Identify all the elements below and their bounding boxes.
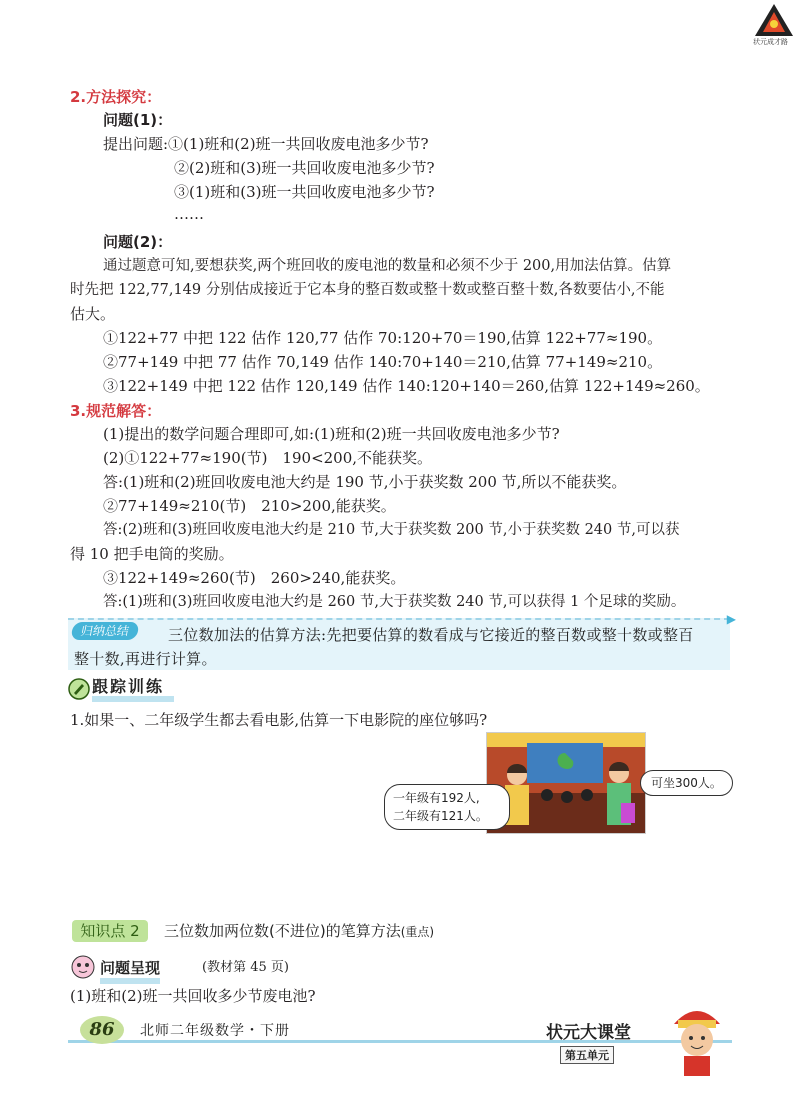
problem-reference: (教材第 45 页) [202,960,289,975]
q2-item-3: ③122+149 中把 122 估作 120,149 估作 140:120+140＝260,估算 122+149≈260。 [103,377,710,395]
answer-line-8: 答:(1)班和(3)班回收废电池大约是 260 节,大于获奖数 240 节,可以获得 1 个足球的奖励。 [103,594,686,610]
knowledge-point-title-text: 三位数加两位数(不进位)的笔算方法 [164,922,401,940]
problem-title: 问题呈现 [100,958,160,984]
q1-line-1: 提出问题:①(1)班和(2)班一共回收废电池多少节? [103,135,429,153]
q2-item-2: ②77+149 中把 77 估作 70,149 估作 140:70+140＝210,估算 77+149≈210。 [103,353,663,371]
pencil-badge-icon [68,678,90,700]
summary-text [168,623,728,647]
q2-para-2: 时先把 122,77,149 分别估成接近于它本身的整百数或整十数或整百整十数,各数要估小,不能 [70,282,665,298]
tracking-q1: 1.如果一、二年级学生都去看电影,估算一下电影院的座位够吗? [70,711,488,729]
answer-line-3: 答:(1)班和(2)班回收废电池大约是 190 节,小于获奖数 200 节,所以不能获奖。 [103,473,627,491]
q1-label: 问题(1)： [103,111,173,129]
bubble-left-line-1: 一年级有192人, [393,791,480,805]
mascot-icon [664,1004,730,1078]
tracking-title: 跟踪训练 [92,678,174,702]
section2-heading: 2.方法探究： [70,88,162,106]
summary-tag: 归纳总结 [70,622,139,640]
knowledge-point-title [164,920,434,943]
q2-label: 问题(2)： [103,233,173,251]
brand-name: 状元大课堂 [546,1023,631,1043]
logo-text: 状元成才路 [753,38,788,46]
answer-line-6: 得 10 把手电筒的奖励。 [70,545,234,563]
q1-line-3: ③(1)班和(3)班一共回收废电池多少节? [174,183,435,201]
speech-bubble-left [384,784,510,830]
q2-para-3: 估大。 [70,305,116,323]
arrow-icon: ▶ [726,612,736,626]
page-number: 86 [80,1016,124,1044]
book-title: 北师二年级数学・下册 [140,1023,290,1039]
summary-line-1: 三位数加法的估算方法:先把要估算的数看成与它接近的整百数或整十数或整百 [168,626,694,644]
summary-box [68,612,736,670]
footer-divider [68,1040,732,1043]
q2-para-1: 通过题意可知,要想获奖,两个班回收的废电池的数量和必须不少于 200,用加法估算。估算 [103,258,672,274]
summary-line-2: 整十数,再进行计算。 [74,650,217,668]
mascot-small-icon [70,954,96,980]
q1-ellipsis: …… [174,205,204,223]
knowledge-point-tag: 知识点 2 [72,920,148,942]
answer-line-1: (1)提出的数学问题合理即可,如:(1)班和(2)班一共回收废电池多少节? [103,425,560,443]
problem-question: (1)班和(2)班一共回收多少节废电池? [70,987,316,1005]
cinema-illustration [486,732,646,834]
answer-line-5: 答:(2)班和(3)班回收废电池大约是 210 节,大于获奖数 200 节,小于获奖数 240 节,可以获 [103,522,680,538]
answer-line-4: ②77+149≈210(节) 210>200,能获奖。 [103,497,396,515]
answer-line-2: (2)①122+77≈190(节) 190<200,不能获奖。 [103,449,433,467]
unit-label: 第五单元 [560,1046,614,1064]
q1-line-2: ②(2)班和(3)班一共回收废电池多少节? [174,159,435,177]
answer-line-7: ③122+149≈260(节) 260>240,能获奖。 [103,569,406,587]
speech-bubble-right: 可坐300人。 [640,770,733,796]
knowledge-point-emphasis: (重点) [400,925,435,939]
q2-item-1: ①122+77 中把 122 估作 120,77 估作 70:120+70＝190,估算 122+77≈190。 [103,329,663,347]
section3-heading: 3.规范解答： [70,402,162,420]
bubble-left-line-2: 二年级有121人。 [393,809,488,823]
